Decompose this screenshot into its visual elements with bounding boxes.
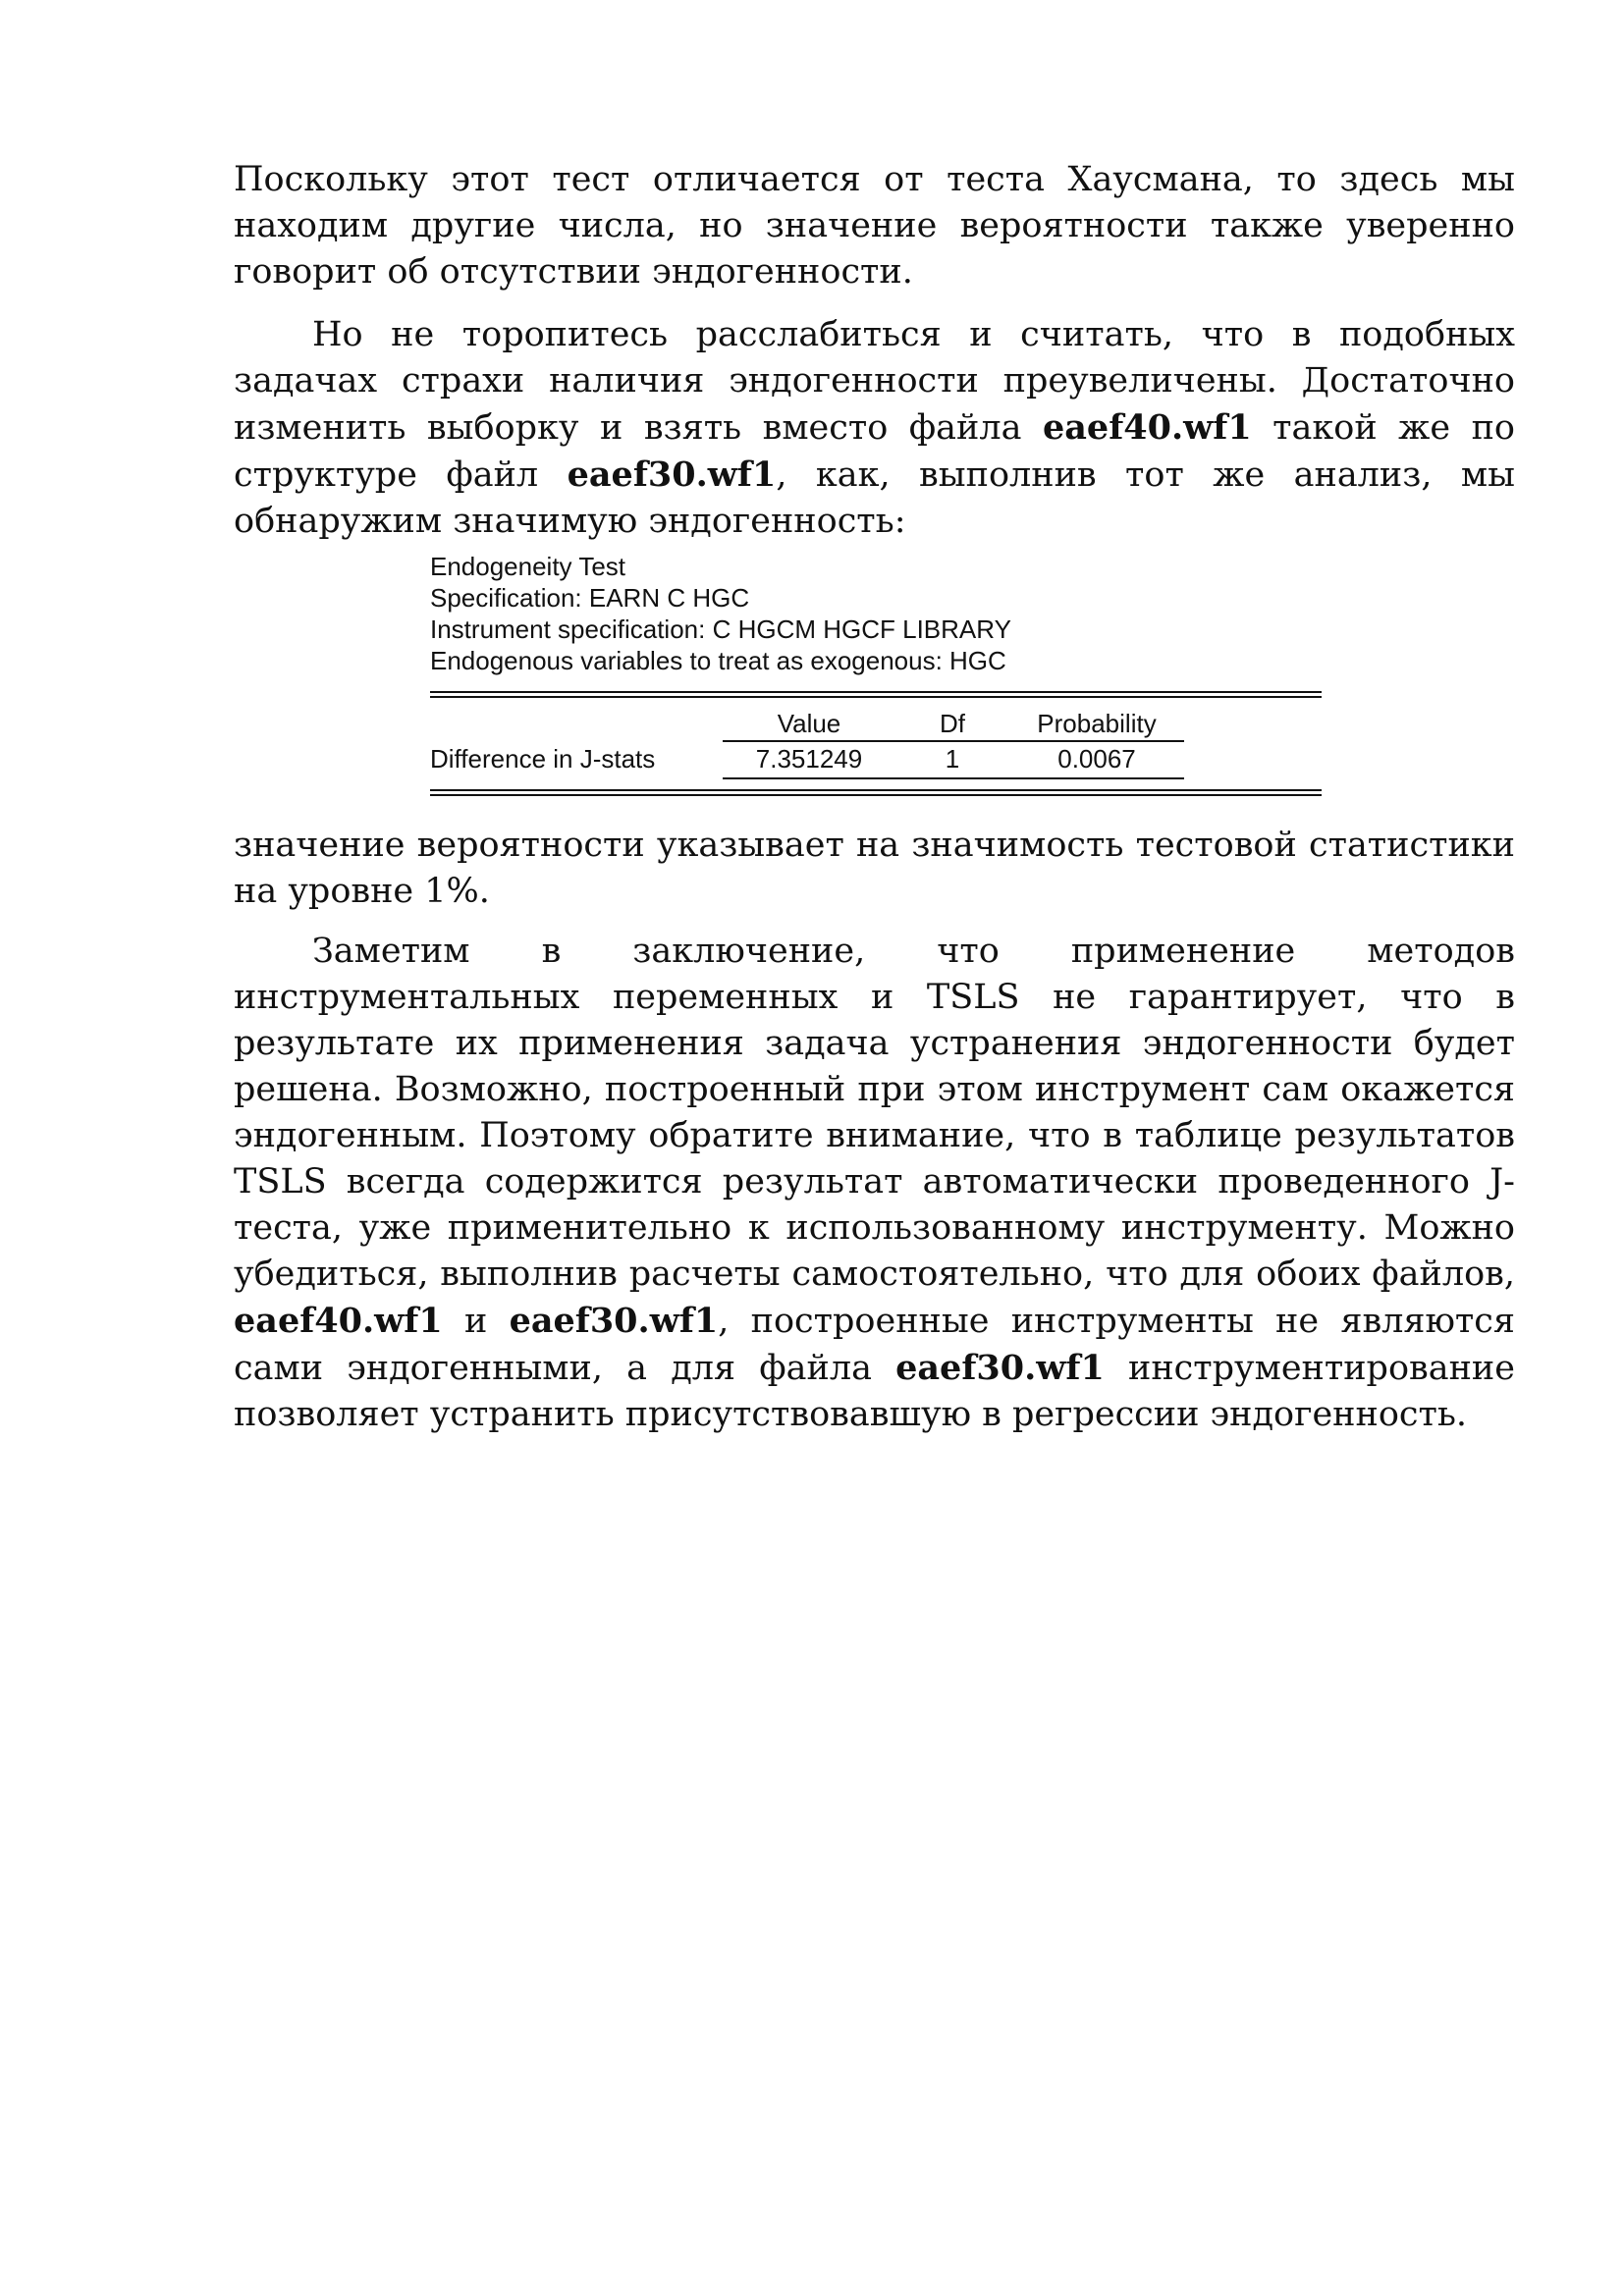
paragraph-4-part-3: , построенные инструменты не являются сами эндогенными, а для файла [234, 1302, 1515, 1388]
paragraph-4 [234, 929, 1515, 1438]
output-specification: Specification: EARN C HGC [430, 583, 750, 613]
paragraph-4-part-1: Заметим в заключение, что применение методов инструментальных переменных и TSLS не гарантирует, что в результате их применения задача устранения эндогенности будет решена. Возможно, построенный при этом инструмент сам окажется эндогенным. Поэтому обратите внимание, что в таблице результатов TSLS всегда содержится результат автоматически проведенного J-теста, уже применительно к использованному инструменту. Можно убедиться, выполнив расчеты самостоятельно, что для обоих файлов, [234, 932, 1515, 1294]
row-value: 7.351249 [755, 744, 863, 774]
paragraph-2-part-2: такой же по структуре файл [234, 408, 1515, 495]
column-header-underline [723, 740, 1184, 742]
column-header-probability: Probability [1037, 709, 1157, 738]
file-name-eaef40: eaef40.wf1 [1042, 407, 1252, 448]
paragraph-4-part-4: инструментирование позволяет устранить присутствовавшую в регрессии эндогенность. [234, 1349, 1515, 1434]
paragraph-2-text [234, 312, 1515, 545]
paragraph-1-text: Поскольку этот тест отличается от теста Хаусмана, то здесь мы находим другие числа, но значение вероятности также уверенно говорит об отсутствии эндогенности. [234, 160, 1515, 292]
table-bottom-rule [430, 789, 1322, 796]
row-underline [723, 777, 1184, 779]
file-name-eaef30: eaef30.wf1 [567, 454, 777, 495]
table-top-rule [430, 691, 1322, 698]
output-title: Endogeneity Test [430, 552, 625, 581]
paragraph-2 [234, 312, 1515, 545]
output-endogenous-variables: Endogenous variables to treat as exogenous: HGC [430, 646, 1006, 675]
file-name-eaef30-b: eaef30.wf1 [509, 1301, 719, 1341]
output-instrument-specification: Instrument specification: C HGCM HGCF LIBRARY [430, 614, 1011, 644]
file-name-eaef30-c: eaef30.wf1 [895, 1348, 1105, 1388]
row-label: Difference in J-stats [430, 744, 656, 774]
paragraph-4-text [234, 929, 1515, 1438]
file-name-eaef40-b: eaef40.wf1 [234, 1301, 443, 1341]
row-probability: 0.0067 [1057, 744, 1136, 774]
paragraph-2-part-1: Но не торопитесь расслабиться и считать, что в подобных задачах страхи наличия эндогенности преувеличены. Достаточно изменить выборку и взять вместо файла [234, 315, 1515, 448]
row-df: 1 [945, 744, 960, 774]
paragraph-1 [234, 157, 1515, 295]
paragraph-3-text: значение вероятности указывает на значимость тестовой статистики на уровне 1%. [234, 826, 1515, 911]
paragraph-4-part-2: и [442, 1302, 510, 1341]
column-header-value: Value [777, 709, 841, 738]
paragraph-2-part-3: , как, выполнив тот же анализ, мы обнаружим значимую эндогенность: [234, 455, 1515, 541]
column-header-df: Df [940, 709, 965, 738]
paragraph-3 [234, 823, 1515, 915]
